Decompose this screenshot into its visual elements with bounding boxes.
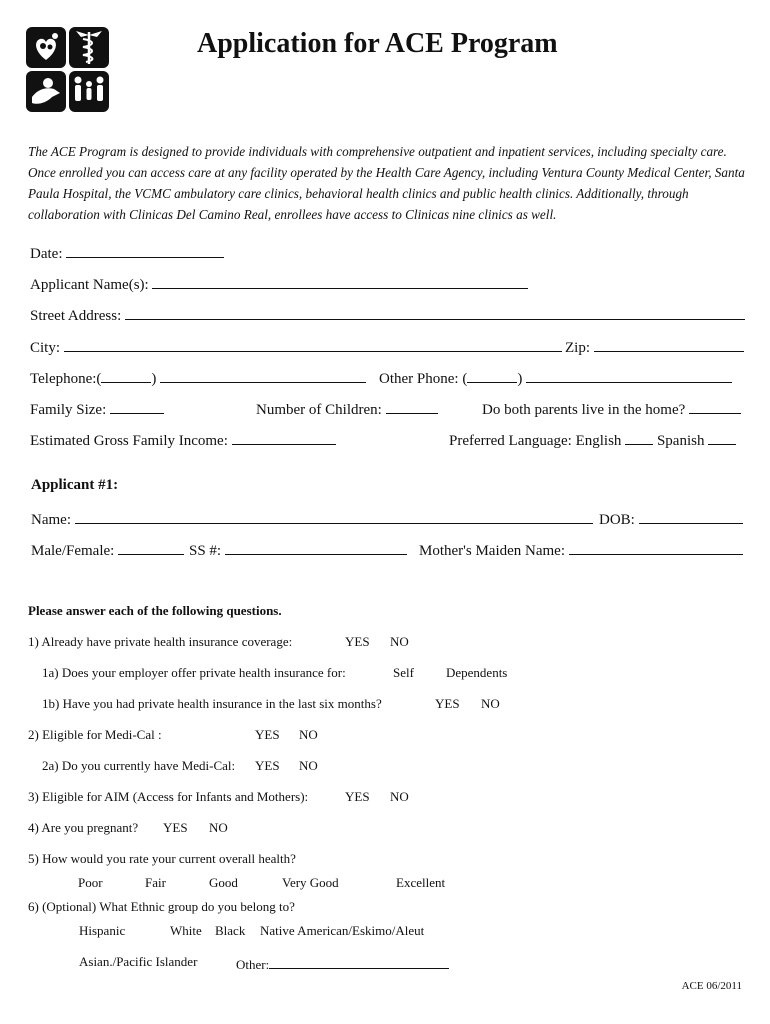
q5-excellent-option[interactable]: Excellent [396,875,446,890]
applicant-names-label: Applicant Name(s): [30,277,149,293]
question-1a: 1a) Does your employer offer private health insurance for: [42,665,346,680]
gross-income-label: Estimated Gross Family Income: [30,433,228,449]
q5-good-option[interactable]: Good [209,875,238,890]
question-1: 1) Already have private health insurance coverage: [28,634,293,649]
other-phone-area-code-line[interactable] [467,368,517,383]
question-2a: 2a) Do you currently have Medi-Cal: [42,758,236,773]
both-parents-field[interactable] [482,399,741,419]
city-field[interactable] [30,337,562,357]
applicant1-ss-input-line[interactable] [225,540,407,555]
q2a-no-option[interactable]: NO [299,758,318,773]
form-code-footer: ACE 06/2011 [681,980,742,992]
q2-no-option[interactable]: NO [299,727,318,742]
q6-native-american-option[interactable]: Native American/Eskimo/Aleut [260,923,425,938]
applicant1-ss-field[interactable] [189,540,407,560]
q5-very-good-option[interactable]: Very Good [282,875,339,890]
q1a-dependents-option[interactable]: Dependents [446,665,508,680]
applicant-names-input-line[interactable] [152,274,528,289]
date-label: Date: [30,246,63,262]
q6-asian-pacific-option[interactable]: Asian./Pacific Islander [79,954,198,969]
q1-no-option[interactable]: NO [390,634,409,649]
q4-no-option[interactable]: NO [209,820,228,835]
applicant1-name-input-line[interactable] [75,509,593,524]
q6-other-input-line[interactable] [269,954,449,969]
applicant1-sex-field[interactable] [31,540,184,560]
family-size-field[interactable] [30,399,164,419]
city-label: City: [30,340,61,356]
q6-white-option[interactable]: White [170,923,202,938]
date-field[interactable] [30,243,224,263]
preferred-language-label: Preferred Language: English [449,433,622,449]
telephone-area-code-line[interactable] [101,368,151,383]
q6-hispanic-option[interactable]: Hispanic [79,923,126,938]
family-size-input-line[interactable] [110,399,164,414]
q1-yes-option[interactable]: YES [345,634,370,649]
applicant1-name-field[interactable] [31,509,593,529]
question-5: 5) How would you rate your current overall health? [28,851,296,866]
family-size-label: Family Size: [30,402,107,418]
applicant1-maiden-input-line[interactable] [569,540,743,555]
applicant1-name-label: Name: [31,512,71,528]
question-4: 4) Are you pregnant? [28,820,139,835]
q2-yes-option[interactable]: YES [255,727,280,742]
telephone-field[interactable] [30,368,366,388]
applicant1-dob-field[interactable] [599,509,743,529]
q2a-yes-option[interactable]: YES [255,758,280,773]
other-phone-number-line[interactable] [526,368,732,383]
preferred-language-field[interactable] [449,430,736,450]
spanish-input-line[interactable] [708,430,736,445]
q1b-yes-option[interactable]: YES [435,696,460,711]
both-parents-input-line[interactable] [689,399,741,414]
other-phone-close-paren: ) [517,371,523,387]
program-description: The ACE Program is designed to provide individuals with comprehensive outpatient and inpatient services, including specialty care. Once enrolled you can access care at any facility operated by the Health Care Agency, including Ventura County Medical Center, Santa Paula Hospital, the VCMC ambulatory care clinics, behavioral health clinics and public health clinics. Additionally, through collaboration with Clinicas Del Camino Real, enrollees have access to Clinicas nine clinics as well. [28,144,745,222]
zip-label: Zip: [565,340,590,356]
date-input-line[interactable] [66,243,224,258]
zip-field[interactable] [565,337,744,357]
gross-income-input-line[interactable] [232,430,336,445]
number-children-input-line[interactable] [386,399,438,414]
telephone-number-line[interactable] [160,368,366,383]
q3-no-option[interactable]: NO [390,789,409,804]
number-children-label: Number of Children: [256,402,382,418]
both-parents-label: Do both parents live in the home? [482,402,686,418]
q3-yes-option[interactable]: YES [345,789,370,804]
applicant1-dob-input-line[interactable] [639,509,743,524]
gross-income-field[interactable] [30,430,336,450]
applicant1-sex-label: Male/Female: [31,543,115,559]
applicant-names-field[interactable] [30,274,528,294]
applicant1-dob-label: DOB: [599,512,635,528]
applicant1-ss-label: SS #: [189,543,222,559]
applicant1-sex-input-line[interactable] [118,540,184,555]
telephone-label: Telephone:( [30,371,102,387]
q5-poor-option[interactable]: Poor [78,875,103,890]
street-address-field[interactable] [30,305,745,325]
q1a-self-option[interactable]: Self [393,665,414,680]
q1b-no-option[interactable]: NO [481,696,500,711]
number-children-field[interactable] [256,399,438,419]
spanish-label: Spanish [656,433,705,449]
applicant1-maiden-label: Mother's Maiden Name: [419,543,566,559]
question-3: 3) Eligible for AIM (Access for Infants and Mothers): [28,789,309,804]
ace-program-logo-icon [26,27,109,112]
q6-other-label: Other: [236,957,270,972]
q6-black-option[interactable]: Black [215,923,246,938]
telephone-close-paren: ) [151,371,157,387]
other-phone-field[interactable] [379,368,732,388]
zip-input-line[interactable] [594,337,744,352]
street-address-input-line[interactable] [125,305,745,320]
applicant1-heading: Applicant #1: [31,477,119,493]
city-input-line[interactable] [64,337,562,352]
other-phone-label: Other Phone: ( [379,371,468,387]
question-1b: 1b) Have you had private health insurance in the last six months? [42,696,382,711]
question-2: 2) Eligible for Medi-Cal : [28,727,162,742]
street-address-label: Street Address: [30,308,122,324]
questions-heading: Please answer each of the following questions. [28,603,282,618]
q5-fair-option[interactable]: Fair [145,875,166,890]
q4-yes-option[interactable]: YES [163,820,188,835]
q6-other-field[interactable] [236,954,449,973]
page-title: Application for ACE Program [197,28,558,59]
question-6: 6) (Optional) What Ethnic group do you belong to? [28,899,295,914]
applicant1-maiden-field[interactable] [419,540,743,560]
english-input-line[interactable] [625,430,653,445]
